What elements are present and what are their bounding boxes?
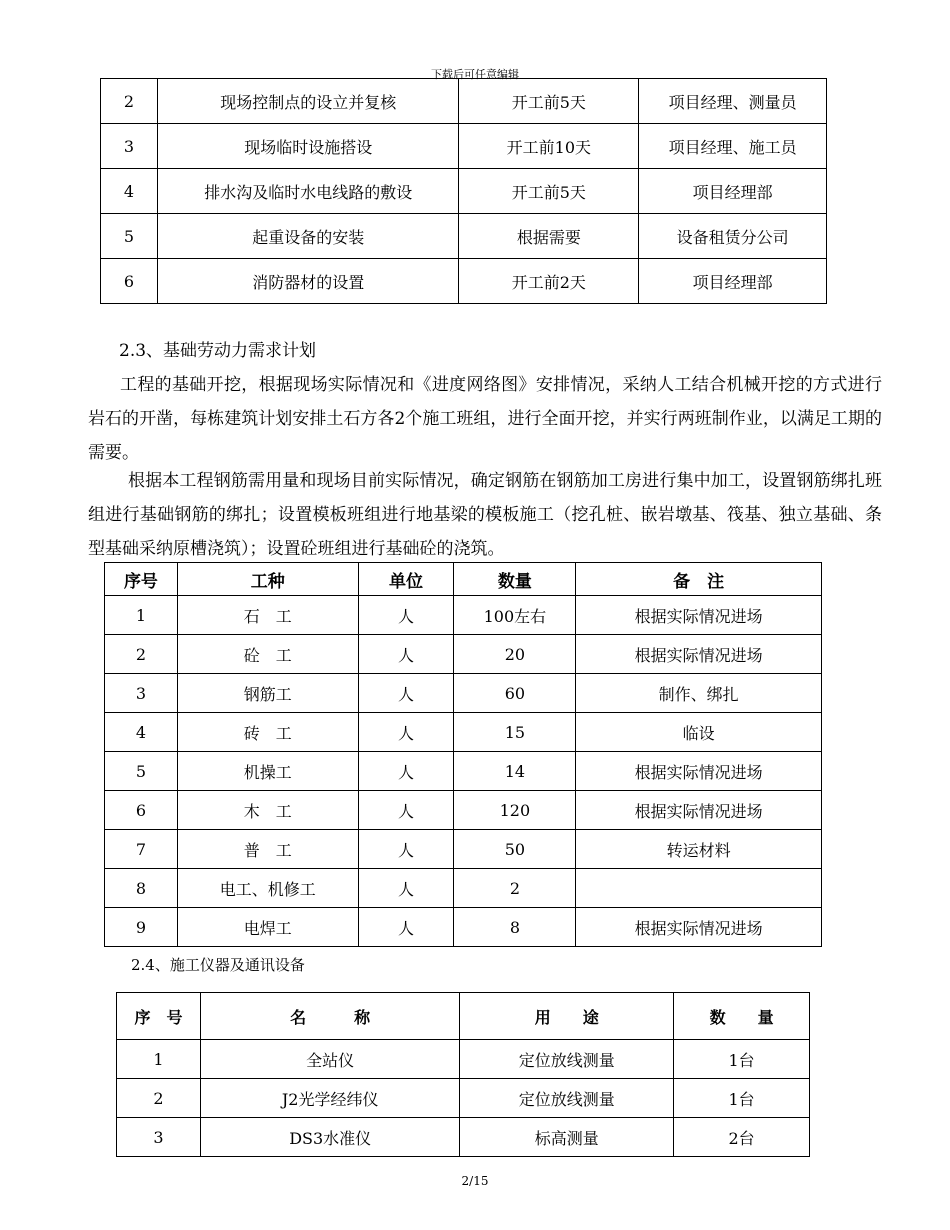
labor-plan-cell: 根据实际情况进场: [576, 791, 822, 830]
labor-plan-row: [105, 713, 822, 752]
instrument-cell: 1台: [674, 1040, 810, 1079]
instrument-header-cell: 数 量: [674, 993, 810, 1040]
setup-schedule-row: [101, 169, 827, 214]
labor-plan-cell: 50: [454, 830, 576, 869]
labor-plan-header-cell: 单位: [358, 563, 454, 596]
instrument-cell: 1: [117, 1040, 201, 1079]
setup-schedule-cell: 开工前2天: [459, 259, 639, 304]
labor-plan-cell: 钢筋工: [177, 674, 358, 713]
setup-schedule-cell: 3: [101, 124, 158, 169]
labor-plan-cell: 1: [105, 596, 178, 635]
setup-schedule-cell: 现场控制点的设立并复核: [157, 79, 459, 124]
setup-schedule-cell: 起重设备的安装: [157, 214, 459, 259]
instrument-header-cell: 用 途: [460, 993, 674, 1040]
labor-plan-cell: 制作、绑扎: [576, 674, 822, 713]
instrument-table: [116, 992, 810, 1157]
instrument-header-cell: 序 号: [117, 993, 201, 1040]
labor-plan-row: [105, 791, 822, 830]
labor-plan-cell: 5: [105, 752, 178, 791]
labor-plan-cell: 人: [358, 908, 454, 947]
labor-plan-cell: [576, 869, 822, 908]
setup-schedule-cell: 项目经理、施工员: [639, 124, 827, 169]
labor-plan-cell: 根据实际情况进场: [576, 635, 822, 674]
page-header: 下载后可任意编辑: [431, 68, 519, 81]
labor-plan-cell: 转运材料: [576, 830, 822, 869]
labor-plan-row: [105, 752, 822, 791]
labor-plan-cell: 人: [358, 596, 454, 635]
labor-plan-row: [105, 596, 822, 635]
section-2-4-heading: 2.4、施工仪器及通讯设备: [131, 956, 305, 974]
setup-schedule-cell: 2: [101, 79, 158, 124]
labor-plan-cell: 8: [105, 869, 178, 908]
setup-schedule-cell: 设备租赁分公司: [639, 214, 827, 259]
labor-plan-cell: 根据实际情况进场: [576, 596, 822, 635]
labor-plan-cell: 60: [454, 674, 576, 713]
instrument-cell: 全站仪: [200, 1040, 460, 1079]
setup-schedule-cell: 4: [101, 169, 158, 214]
setup-schedule-cell: 6: [101, 259, 158, 304]
setup-schedule-cell: 消防器材的设置: [157, 259, 459, 304]
labor-plan-cell: 木 工: [177, 791, 358, 830]
instrument-cell: 标高测量: [460, 1118, 674, 1157]
labor-plan-cell: 2: [105, 635, 178, 674]
setup-schedule-row: [101, 124, 827, 169]
page-number: 2/15: [461, 1174, 489, 1188]
labor-plan-cell: 普 工: [177, 830, 358, 869]
labor-plan-cell: 电工、机修工: [177, 869, 358, 908]
labor-plan-cell: 4: [105, 713, 178, 752]
labor-plan-header-cell: 备 注: [576, 563, 822, 596]
setup-schedule-cell: 根据需要: [459, 214, 639, 259]
instrument-cell: 2台: [674, 1118, 810, 1157]
labor-plan-cell: 人: [358, 635, 454, 674]
labor-plan-cell: 3: [105, 674, 178, 713]
instrument-cell: 1台: [674, 1079, 810, 1118]
instrument-cell: 3: [117, 1118, 201, 1157]
instrument-cell: 2: [117, 1079, 201, 1118]
section-2-3-heading: 2.3、基础劳动力需求计划: [119, 341, 317, 361]
setup-schedule-cell: 项目经理部: [639, 259, 827, 304]
labor-plan-cell: 根据实际情况进场: [576, 752, 822, 791]
labor-plan-cell: 砖 工: [177, 713, 358, 752]
instrument-row: [117, 1040, 810, 1079]
labor-plan-header-cell: 工种: [177, 563, 358, 596]
setup-schedule-cell: 开工前10天: [459, 124, 639, 169]
labor-plan-header-cell: 序号: [105, 563, 178, 596]
labor-plan-row: [105, 908, 822, 947]
setup-schedule-cell: 5: [101, 214, 158, 259]
instrument-header-cell: 名 称: [200, 993, 460, 1040]
labor-plan-cell: 石 工: [177, 596, 358, 635]
setup-schedule-row: [101, 214, 827, 259]
labor-plan-cell: 人: [358, 713, 454, 752]
labor-plan-cell: 6: [105, 791, 178, 830]
section-2-3-paragraph-1: 工程的基础开挖，根据现场实际情况和《进度网络图》安排情况，采纳人工结合机械开挖的方式进行岩石的开凿，每栋建筑计划安排土石方各2个施工班组，进行全面开挖，并实行两班制作业，以满足工期的需要。: [88, 375, 882, 463]
labor-plan-row: [105, 635, 822, 674]
labor-plan-cell: 人: [358, 869, 454, 908]
setup-schedule-cell: 项目经理部: [639, 169, 827, 214]
instrument-cell: DS3水准仪: [200, 1118, 460, 1157]
instrument-row: [117, 1079, 810, 1118]
labor-plan-row: [105, 674, 822, 713]
setup-schedule-cell: 现场临时设施搭设: [157, 124, 459, 169]
labor-plan-cell: 8: [454, 908, 576, 947]
labor-plan-cell: 2: [454, 869, 576, 908]
instrument-cell: 定位放线测量: [460, 1040, 674, 1079]
labor-plan-cell: 120: [454, 791, 576, 830]
labor-plan-cell: 20: [454, 635, 576, 674]
labor-plan-cell: 人: [358, 674, 454, 713]
instrument-cell: J2光学经纬仪: [200, 1079, 460, 1118]
labor-plan-header-cell: 数量: [454, 563, 576, 596]
labor-plan-cell: 人: [358, 830, 454, 869]
labor-plan-cell: 100左右: [454, 596, 576, 635]
labor-plan-cell: 人: [358, 752, 454, 791]
setup-schedule-row: [101, 259, 827, 304]
labor-plan-cell: 机操工: [177, 752, 358, 791]
labor-plan-cell: 砼 工: [177, 635, 358, 674]
labor-plan-cell: 人: [358, 791, 454, 830]
labor-plan-cell: 7: [105, 830, 178, 869]
setup-schedule-cell: 开工前5天: [459, 79, 639, 124]
labor-plan-cell: 临设: [576, 713, 822, 752]
setup-schedule-row: [101, 79, 827, 124]
section-2-3-paragraph-2: 根据本工程钢筋需用量和现场目前实际情况，确定钢筋在钢筋加工房进行集中加工，设置钢筋绑扎班组进行基础钢筋的绑扎；设置模板班组进行地基梁的模板施工（挖孔桩、嵌岩墩基、筏基、独立基础、条型基础采纳原槽浇筑）；设置砼班组进行基础砼的浇筑。: [88, 471, 882, 559]
setup-schedule-cell: 排水沟及临时水电线路的敷设: [157, 169, 459, 214]
setup-schedule-cell: 开工前5天: [459, 169, 639, 214]
labor-plan-cell: 14: [454, 752, 576, 791]
labor-plan-row: [105, 869, 822, 908]
setup-schedule-table: [100, 78, 827, 304]
labor-plan-cell: 根据实际情况进场: [576, 908, 822, 947]
setup-schedule-cell: 项目经理、测量员: [639, 79, 827, 124]
labor-plan-cell: 15: [454, 713, 576, 752]
instrument-row: [117, 1118, 810, 1157]
instrument-cell: 定位放线测量: [460, 1079, 674, 1118]
labor-plan-row: [105, 830, 822, 869]
labor-plan-cell: 电焊工: [177, 908, 358, 947]
labor-plan-cell: 9: [105, 908, 178, 947]
labor-plan-table: [104, 562, 822, 947]
